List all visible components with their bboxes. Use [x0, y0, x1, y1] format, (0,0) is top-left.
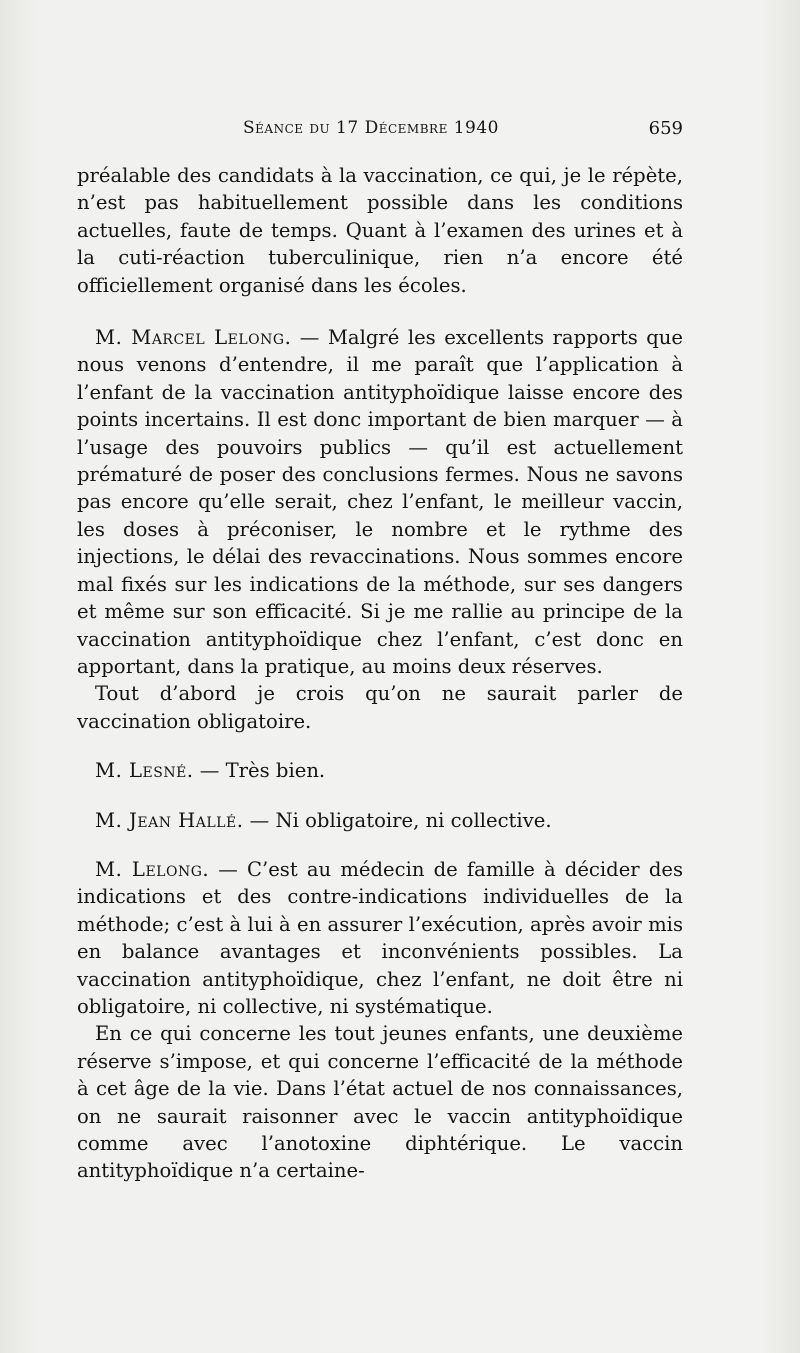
paragraph-lesne-remark [77, 757, 683, 784]
speaker-name: M. Marcel Lelong. [95, 326, 292, 350]
running-head: Séance du 17 Décembre 1940 [243, 118, 499, 138]
speaker-name: M. Lesné. [95, 759, 194, 783]
paragraph-young-children: En ce qui concerne les tout jeunes enfants, une deuxième réserve s’impose, et qui concerne l’efficacité de la méthode à cet âge de la vie. Dans l’état actuel de nos connaissances, on ne saurait raisonner avec le vaccin antityphoïdique comme avec l’anotoxine diphtérique. Le vaccin antityphoïdique n’a certaine- [77, 1022, 683, 1183]
speech-text: — Malgré les excellents rapports que nous venons d’entendre, il me paraît que l’application à l’enfant de la vaccination antityphoïdique laisse encore des points incertains. Il est donc important de bien marquer — à l’usage des pouvoirs publics — qu’il est actuellement prématuré de poser des conclusions fermes. Nous ne savons pas encore qu’elle serait, chez l’enfant, le meilleur vaccin, les doses à préconiser, le nombre et le rythme des injections, le délai des revaccinations. Nous sommes encore mal fixés sur les indications de la méthode, sur ses dangers et même sur son efficacité. Si je me rallie au principe de la vaccination antityphoïdique chez l’enfant, c’est donc en apportant, dans la pratique, au moins deux réserves. [77, 326, 683, 678]
speaker-name: M. Jean Hallé. [95, 808, 244, 832]
paragraph-halle-remark [77, 807, 683, 834]
page-header [77, 118, 683, 144]
page-number: 659 [648, 118, 683, 139]
speech-text: — Très bien. [193, 759, 326, 783]
paragraph-obligation: Tout d’abord je crois qu’on ne saurait parler de vaccination obligatoire. [77, 682, 683, 733]
paragraph-lelong-intervention [77, 324, 683, 680]
paragraph-lelong-reply [77, 856, 683, 1020]
paragraph-continuation: préalable des candidats à la vaccination, ce qui, je le répète, n’est pas habituellement possible dans les conditions actuelles, faute de temps. Quant à l’examen des urines et à la cuti-réaction tuberculinique, rien n’a encore été officiellement organisé dans les écoles. [77, 164, 683, 297]
speaker-name: M. Lelong. [95, 857, 210, 881]
speech-text: — C’est au médecin de famille à décider des indications et des contre-indications individuelles de la méthode; c’est à lui à en assurer l’exécution, après avoir mis en balance avantages et inconvénients possibles. La vaccination antityphoïdique, chez l’enfant, ne doit être ni obligatoire, ni collective, ni systématique. [77, 857, 684, 1018]
body-text [77, 162, 683, 1185]
speech-text: — Ni obligatoire, ni collective. [243, 808, 552, 832]
